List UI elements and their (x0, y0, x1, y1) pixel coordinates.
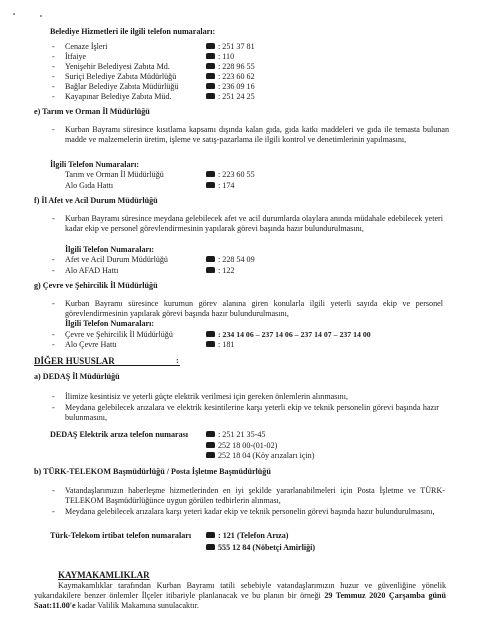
list-bullet: - (52, 340, 55, 349)
phone-icon (206, 43, 215, 49)
kaymakamliklar-body: Kaymakamlıklar tarafından Kurban Bayramı tatili sebebiyle vatandaşlarımızın huzur ve güvenliğine yönelik yukarıdakilere benzer önlemler İlçeler itibariyle planlanacak ve bu planın bir örneği 29 Temmuz 2020 Çarşamba günü Saat:11.00'e kadar Valilik Makamına sunulacaktır. (34, 581, 447, 610)
afet-row-name: Alo AFAD Hattı (65, 266, 119, 275)
diger-heading: DİĞER HUSUSLAR (34, 356, 115, 366)
list-bullet: - (52, 507, 55, 516)
belediye-row-number: : 228 96 55 (206, 62, 255, 72)
list-bullet: - (52, 266, 55, 275)
cevre-row-number: : 181 (206, 340, 234, 350)
tarim-body: Kurban Bayramı süresince kısıtlama kapsamı dışında kalan gıda, gıda katkı maddeleri ve gıda ile temasta bulunan madde ve malzemelerin üretim, işleme ve satış-pazarlama ile ilgili kontrol ve denetimlerinin yapılmasını, (65, 125, 449, 144)
belediye-row-name: Cenaze İşleri (65, 42, 108, 51)
list-bullet: - (52, 92, 55, 101)
phone-icon (206, 63, 215, 69)
deadline-date: 29 Temmuz 2020 Çarşamba günü Saat:11.00'e (34, 591, 447, 610)
phone-icon (206, 331, 215, 337)
phone-icon (206, 442, 215, 448)
dedas-number: 252 18 00-(01-02) (206, 441, 277, 451)
diger-heading-underline-rule (110, 356, 180, 366)
phone-icon (206, 256, 215, 262)
phone-icon (206, 544, 215, 550)
belediye-row-number: : 251 24 25 (206, 92, 255, 102)
telekom-bullet: Vatandaşlarımızın haberleşme hizmetlerinden en iyi şekilde yararlanabilmeleri için Posta İşletme ve TÜRK-TELEKOM Başmüdürlüğünce uygun görülen tedbirlerin alınması, (65, 486, 445, 505)
list-bullet: - (52, 42, 55, 51)
list-bullet: - (52, 255, 55, 264)
diger-colon: : (176, 356, 179, 365)
belediye-row-name: Suriçi Belediye Zabıta Müdürlüğü (65, 72, 177, 81)
belediye-row-name: İtfaiye (65, 52, 87, 61)
kaymakamliklar-heading: KAYMAKAMLIKLAR (58, 570, 150, 580)
tarim-row-name: Alo Gıda Hattı (65, 181, 114, 190)
phone-icon (206, 93, 215, 99)
list-bullet: - (52, 392, 55, 401)
phone-icon (206, 171, 215, 177)
tarim-row-number: : 223 60 55 (206, 170, 255, 180)
list-bullet: - (52, 330, 55, 339)
belediye-heading: Belediye Hizmetleri ile ilgili telefon numaraları: (50, 27, 216, 36)
tarim-phones-heading: İlgili Telefon Numaraları: (50, 160, 140, 169)
belediye-row-number: : 110 (206, 52, 234, 62)
cevre-row-name: Çevre ve Şehircilik İl Müdürlüğü (65, 330, 173, 339)
belediye-row-number: : 223 60 62 (206, 72, 255, 82)
tarim-heading: e) Tarım ve Orman İl Müdürlüğü (34, 107, 150, 116)
belediye-row-name: Kayapınar Belediye Zabıta Müd. (65, 92, 172, 101)
phone-icon (206, 452, 215, 458)
cevre-body: Kurban Bayramı süresince kurumun görev alanına giren konularla ilgili yeterli sayıda ekip ve personel görevlendirmesinin yapılarak görevi başında hazır bulundurulmasını, (65, 299, 443, 318)
phone-icon (206, 267, 215, 273)
belediye-row-number: : 236 09 16 (206, 82, 255, 92)
belediye-row-name: Yenişehir Belediyesi Zabıta Md. (65, 62, 170, 71)
dedas-number: 252 18 04 (Köy arızaları için) (206, 451, 314, 461)
afet-row-name: Afet ve Acil Durum Müdürlüğü (65, 255, 168, 264)
scan-speck (40, 15, 42, 17)
tarim-row-name: Tarım ve Orman İl Müdürlüğü (65, 170, 164, 179)
dedas-bullet: İlimize kesintisiz ve yeterli güçte elektrik verilmesi için gereken önlemlerin alınmasını, (65, 392, 348, 401)
list-bullet: - (52, 52, 55, 61)
dedas-heading: a) DEDAŞ İl Müdürlüğü (34, 372, 120, 381)
telekom-number: 555 12 84 (Nöbetçi Amirliği) (206, 543, 315, 553)
list-bullet: - (52, 486, 55, 495)
phone-icon (206, 431, 215, 437)
afet-row-number: : 122 (206, 266, 234, 276)
phone-icon (206, 341, 215, 347)
cevre-phones-heading: İlgili Telefon Numaraları: (65, 319, 155, 328)
belediye-row-name: Bağlar Belediye Zabıta Müdürlüğü (65, 82, 179, 91)
dedas-fault-label: DEDAŞ Elektrik arıza telefon numarası (50, 430, 189, 439)
afet-heading: f) İl Afet ve Acil Durum Müdürlüğü (34, 196, 158, 205)
list-bullet: - (52, 125, 55, 134)
phone-icon (206, 83, 215, 89)
telekom-heading: b) TÜRK-TELEKOM Başmüdürlüğü / Posta İşletme Başmüdürlüğü (34, 467, 271, 476)
phone-icon (206, 73, 215, 79)
belediye-row-number: : 251 37 81 (206, 42, 255, 52)
phone-icon (206, 532, 215, 538)
list-bullet: - (52, 403, 55, 412)
afet-phones-heading: İlgili Telefon Numaraları: (65, 245, 155, 254)
tarim-row-number: : 174 (206, 181, 234, 191)
afet-row-number: : 228 54 09 (206, 255, 255, 265)
telekom-number: : 121 (Telefon Arıza) (206, 531, 289, 541)
telekom-bullet: Meydana gelebilecek arızalara karşı yeteri kadar ekip ve teknik personelin görevi başında hazır bulundurulmasını, (65, 507, 435, 516)
telekom-contact-label: Türk-Telekom irtibat telefon numaraları (50, 531, 192, 540)
cevre-heading: g) Çevre ve Şehircilik İl Müdürlüğü (34, 281, 158, 290)
list-bullet: - (52, 299, 55, 308)
dedas-bullet: Meydana gelebilecek arızalara ve elektrik kesintilerine karşı yeterli ekip ve teknik personelin görevi başında hazır bulunmasını, (65, 403, 439, 422)
afet-body: Kurban Bayramı süresince meydana gelebilecek afet ve acil durumlarda olaylara anında müdahale edebilecek yeteri kadar ekip ve personel görevlendirmesinin yapılarak görevi başında hazır bulundurulmasını, (65, 214, 443, 233)
cevre-row-name: Alo Çevre Hattı (65, 340, 117, 349)
list-bullet: - (52, 62, 55, 71)
scan-speck (13, 13, 15, 15)
list-bullet: - (52, 214, 55, 223)
phone-icon (206, 182, 215, 188)
dedas-number: : 251 21 35-45 (206, 430, 265, 440)
cevre-row-number: : 234 14 06 – 237 14 06 – 237 14 07 – 237 14 00 (206, 330, 371, 340)
phone-icon (206, 53, 215, 59)
list-bullet: - (52, 82, 55, 91)
list-bullet: - (52, 72, 55, 81)
